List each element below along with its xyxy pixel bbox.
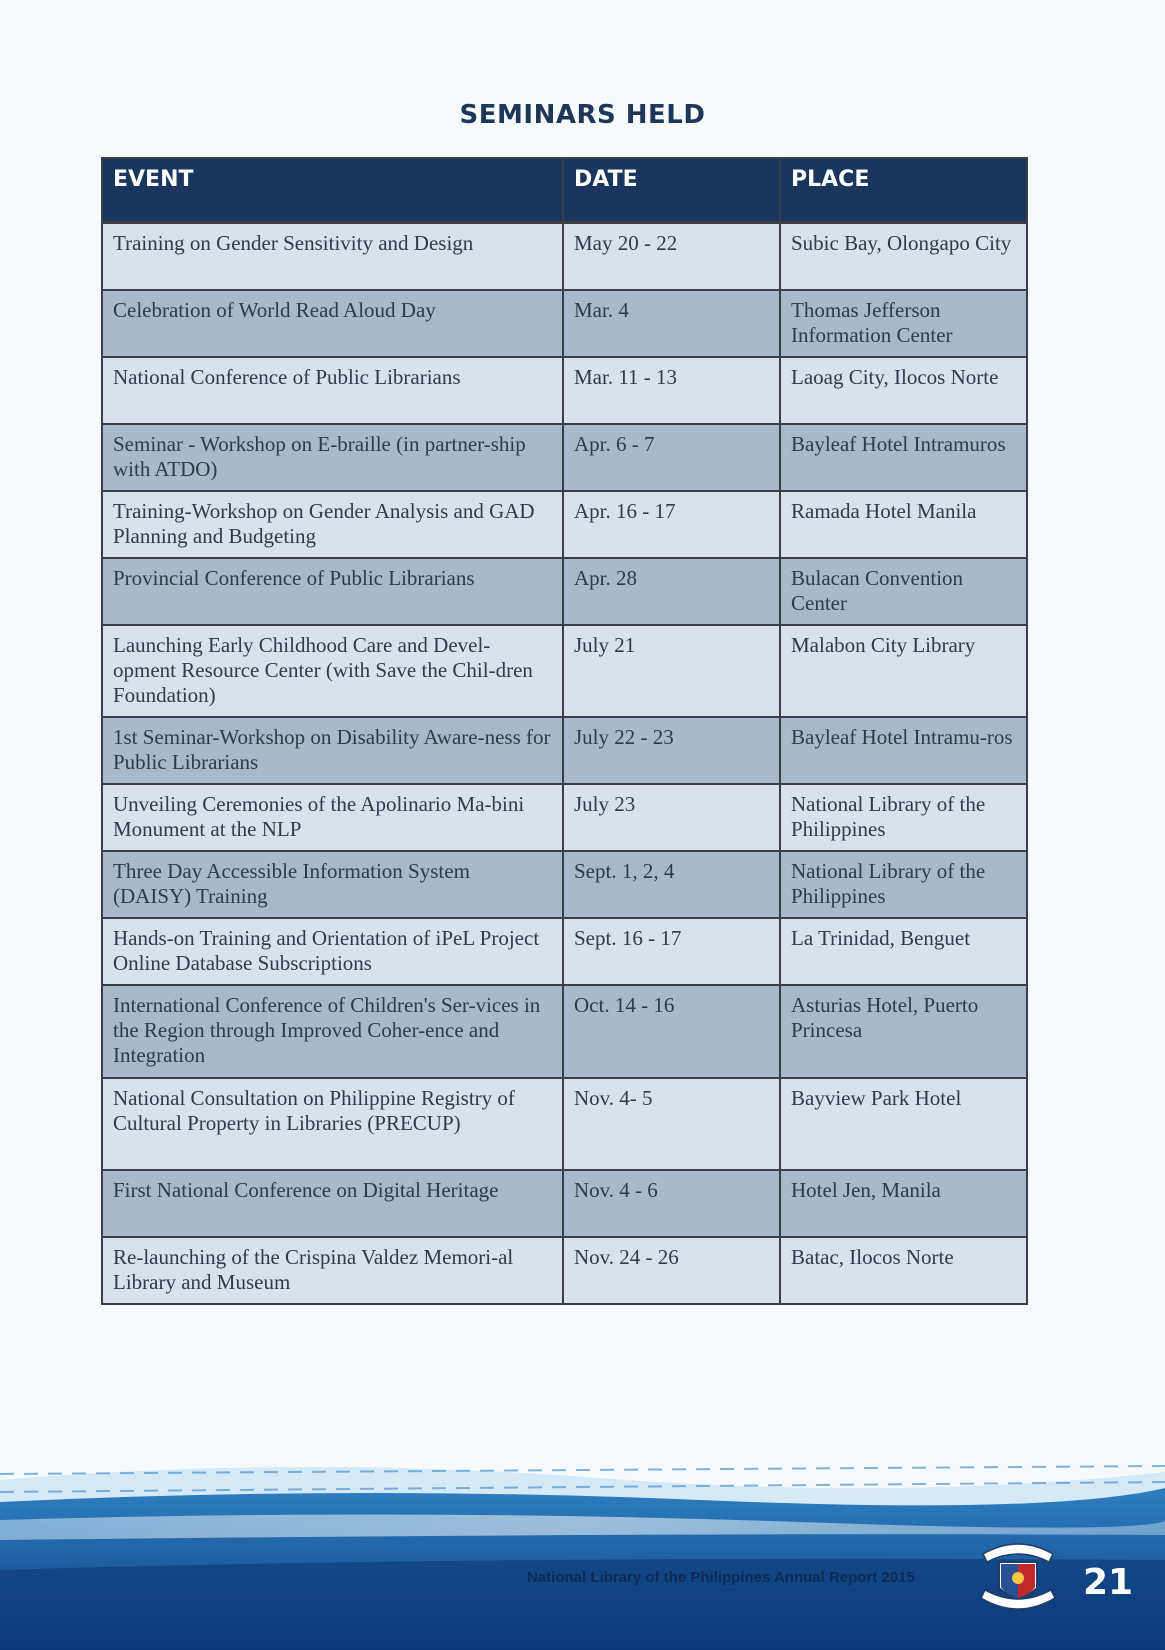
table-row (102, 558, 1027, 625)
cell-event: 1st Seminar-Workshop on Disability Aware-ness for Public Librarians (102, 717, 563, 784)
header-date: DATE (563, 158, 780, 222)
cell-place: Laoag City, Ilocos Norte (780, 357, 1027, 424)
table-row (102, 1170, 1027, 1237)
cell-event: International Conference of Children's Ser-vices in the Region through Improved Coher-ence and Integration (102, 985, 563, 1078)
seminars-table (101, 157, 1028, 1305)
cell-event: First National Conference on Digital Heritage (102, 1170, 563, 1237)
cell-date: July 22 - 23 (563, 717, 780, 784)
cell-date: Mar. 11 - 13 (563, 357, 780, 424)
nlp-seal-icon (975, 1532, 1061, 1618)
table-row (102, 985, 1027, 1078)
cell-date: Sept. 16 - 17 (563, 918, 780, 985)
table-row (102, 357, 1027, 424)
cell-date: Oct. 14 - 16 (563, 985, 780, 1078)
cell-date: Nov. 4- 5 (563, 1078, 780, 1170)
cell-event: National Consultation on Philippine Registry of Cultural Property in Libraries (PRECUP) (102, 1078, 563, 1170)
cell-event: Launching Early Childhood Care and Devel-opment Resource Center (with Save the Chil-dren Foundation) (102, 625, 563, 717)
table-row (102, 1078, 1027, 1170)
cell-event: Provincial Conference of Public Librarians (102, 558, 563, 625)
cell-place: Bayleaf Hotel Intramu-ros (780, 717, 1027, 784)
header-event: EVENT (102, 158, 563, 222)
page-number: 21 (1083, 1562, 1134, 1603)
table-row (102, 717, 1027, 784)
table-row (102, 1237, 1027, 1304)
page-title: SEMINARS HELD (459, 100, 706, 130)
cell-event: Unveiling Ceremonies of the Apolinario Ma-bini Monument at the NLP (102, 784, 563, 851)
cell-place: National Library of the Philippines (780, 784, 1027, 851)
cell-event: Seminar - Workshop on E-braille (in partner-ship with ATDO) (102, 424, 563, 491)
table-header-row (102, 158, 1027, 222)
cell-place: Hotel Jen, Manila (780, 1170, 1027, 1237)
cell-place: National Library of the Philippines (780, 851, 1027, 918)
table-row (102, 784, 1027, 851)
cell-date: July 21 (563, 625, 780, 717)
cell-event: National Conference of Public Librarians (102, 357, 563, 424)
table-row (102, 851, 1027, 918)
cell-date: Apr. 16 - 17 (563, 491, 780, 558)
table-row (102, 491, 1027, 558)
cell-event: Celebration of World Read Aloud Day (102, 290, 563, 357)
cell-date: Nov. 4 - 6 (563, 1170, 780, 1237)
cell-place: Ramada Hotel Manila (780, 491, 1027, 558)
cell-event: Three Day Accessible Information System (DAISY) Training (102, 851, 563, 918)
table-row (102, 290, 1027, 357)
cell-date: Mar. 4 (563, 290, 780, 357)
table-row (102, 918, 1027, 985)
header-place: PLACE (780, 158, 1027, 222)
cell-date: Sept. 1, 2, 4 (563, 851, 780, 918)
cell-place: Bulacan Convention Center (780, 558, 1027, 625)
cell-place: Bayleaf Hotel Intramuros (780, 424, 1027, 491)
cell-place: Asturias Hotel, Puerto Princesa (780, 985, 1027, 1078)
cell-place: Batac, Ilocos Norte (780, 1237, 1027, 1304)
cell-place: Thomas Jefferson Information Center (780, 290, 1027, 357)
cell-event: Hands-on Training and Orientation of iPeL Project Online Database Subscriptions (102, 918, 563, 985)
cell-date: Nov. 24 - 26 (563, 1237, 780, 1304)
cell-date: Apr. 28 (563, 558, 780, 625)
cell-place: Bayview Park Hotel (780, 1078, 1027, 1170)
cell-date: July 23 (563, 784, 780, 851)
table-row (102, 625, 1027, 717)
cell-place: Subic Bay, Olongapo City (780, 222, 1027, 290)
cell-date: May 20 - 22 (563, 222, 780, 290)
cell-place: Malabon City Library (780, 625, 1027, 717)
cell-event: Re-launching of the Crispina Valdez Memori-al Library and Museum (102, 1237, 563, 1304)
footer-report-name: National Library of the Philippines Annual Report 2015 (527, 1569, 915, 1586)
table-row (102, 424, 1027, 491)
cell-place: La Trinidad, Benguet (780, 918, 1027, 985)
cell-event: Training-Workshop on Gender Analysis and GAD Planning and Budgeting (102, 491, 563, 558)
cell-event: Training on Gender Sensitivity and Design (102, 222, 563, 290)
table-row (102, 222, 1027, 290)
cell-date: Apr. 6 - 7 (563, 424, 780, 491)
